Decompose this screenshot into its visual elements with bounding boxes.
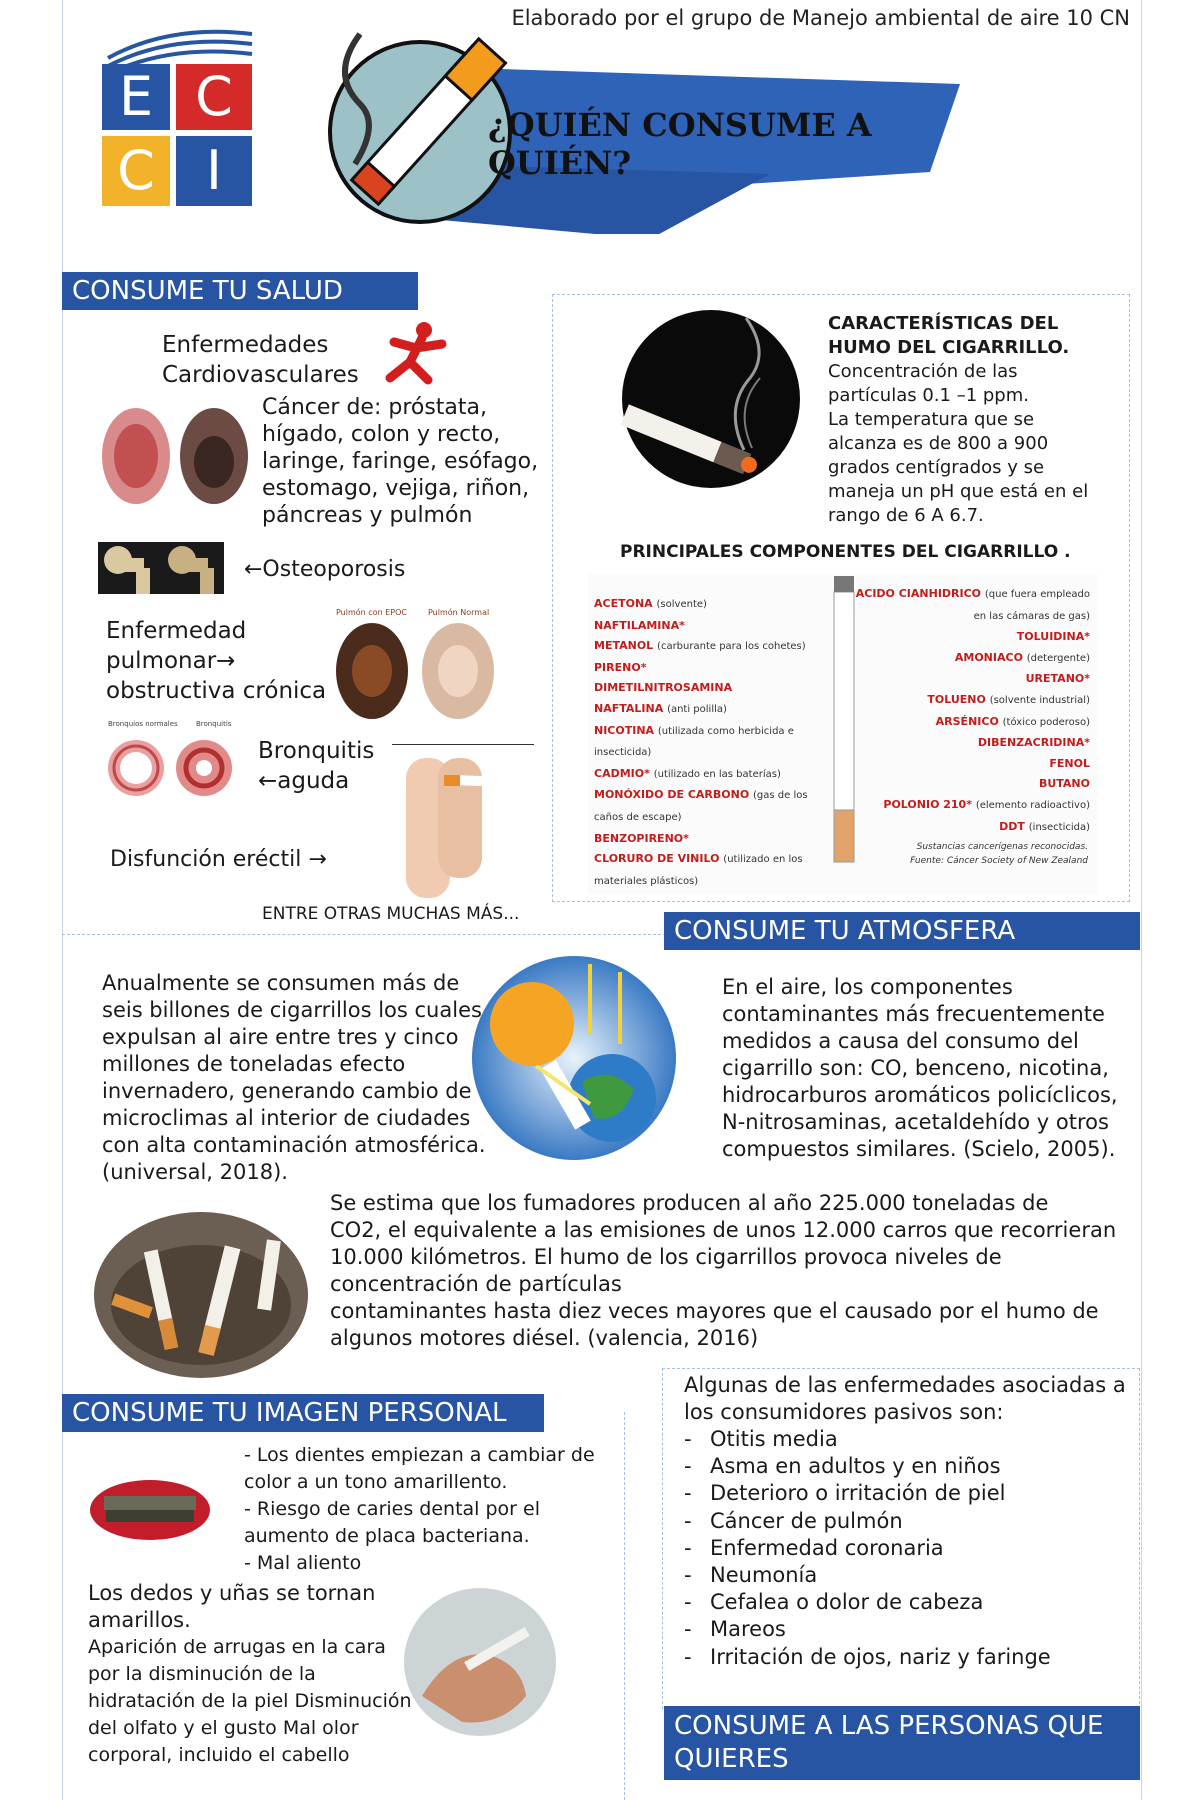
- component-name: BUTANO: [1038, 777, 1090, 791]
- component-list-right: [852, 584, 1090, 838]
- bronchi-normal-label: Bronquios normales: [108, 720, 178, 728]
- component-left-item: [594, 616, 838, 637]
- component-note: (carburante para los cohetes): [657, 641, 806, 653]
- component-name: ACIDO CIANHIDRICO: [855, 587, 982, 600]
- list-item: - Otitis media: [684, 1426, 1124, 1453]
- bone-illustration: [98, 542, 224, 594]
- cigarette-chart-icon: [824, 574, 864, 886]
- list-item: - Cefalea o dolor de cabeza: [684, 1589, 1124, 1616]
- ecci-logo: [100, 16, 260, 216]
- component-right-item: [852, 733, 1090, 754]
- epoc-lung-right-label: Pulmón Normal: [428, 608, 490, 617]
- list-item: - Neumonía: [684, 1562, 1124, 1589]
- component-name: ARSÉNICO: [935, 714, 999, 728]
- cancer-list-text: Cáncer de: próstata, hígado, colon y recto, laringe, faringe, esófago, estomago, vejiga, riñon, páncreas y pulmón: [262, 395, 539, 528]
- component-left-item: [594, 764, 838, 786]
- fingers-title: Los dedos y uñas se tornan amarillos.: [88, 1581, 376, 1632]
- component-right-item: [852, 627, 1090, 648]
- component-name: CLORURO DE VINILO: [594, 852, 720, 866]
- component-note: (solvente): [656, 599, 707, 610]
- bronquitis-label: Bronquitis ←aguda: [258, 738, 375, 794]
- component-right-item: [852, 669, 1090, 690]
- otras-label: ENTRE OTRAS MUCHAS MÁS...: [262, 904, 520, 924]
- component-note: (utilizado en las baterías): [653, 768, 781, 780]
- components-title: PRINCIPALES COMPONENTES DEL CIGARRILLO .: [620, 542, 1071, 562]
- section-title-salud: CONSUME TU SALUD: [62, 272, 418, 310]
- component-note: (anti polilla): [667, 703, 727, 715]
- component-right-item: [852, 690, 1090, 712]
- list-item: - Mareos: [684, 1616, 1124, 1643]
- component-left-item: [594, 785, 838, 828]
- component-name: NICOTINA: [594, 723, 655, 737]
- sun-earth-illustration: [470, 954, 678, 1162]
- component-right-item: [852, 754, 1090, 775]
- epoc-lung-left-label: Pulmón con EPOC: [336, 608, 407, 617]
- component-left-item: [594, 849, 838, 892]
- cigarette-smoke-photo: [620, 308, 802, 490]
- components-chart: [588, 574, 1098, 894]
- component-note: (detergente): [1026, 652, 1090, 664]
- component-name: DDT: [999, 819, 1025, 833]
- component-name: BENZOPIRENO*: [594, 831, 689, 845]
- bronchi-icon: [104, 728, 236, 802]
- credit-line: Elaborado por el grupo de Manejo ambiental de aire 10 CN: [511, 6, 1130, 30]
- component-note: (utilizado en los materiales plásticos): [594, 854, 803, 887]
- component-note: (insecticida): [1028, 821, 1090, 833]
- title-banner: [320, 14, 980, 234]
- component-name: TOLUENO: [927, 692, 986, 706]
- atmosfera-left-text: Anualmente se consumen más de seis billones de cigarrillos los cuales expulsan al aire entre tres y cinco millones de toneladas efecto invernadero, generando cambio de microclimas al interior de ciudades con alta contaminación atmosférica. (universal, 2018).: [102, 971, 486, 1184]
- list-item: - Enfermedad coronaria: [684, 1535, 1124, 1562]
- component-left-item: [594, 636, 838, 658]
- component-left-item: [594, 721, 838, 764]
- passive-intro: Algunas de las enfermedades asociadas a los consumidores pasivos son:: [684, 1373, 1126, 1424]
- cigarette-butts-photo: [92, 1210, 310, 1380]
- smoke-char-title: CARACTERÍSTICAS DEL HUMO DEL CIGARRILLO.: [828, 313, 1070, 358]
- component-name: PIRENO*: [594, 660, 647, 674]
- component-note: (utilizada como herbicida e insecticida): [594, 725, 794, 759]
- component-left-item: [594, 699, 838, 721]
- component-list-left: [594, 594, 838, 892]
- component-note: (que fuera empleado en las cámaras de gas): [973, 589, 1090, 622]
- component-left-item: [594, 658, 838, 679]
- atmosfera-divider: [62, 934, 666, 935]
- teeth-text: - Los dientes empiezan a cambiar de color a un tono amarillento. - Riesgo de caries dental por el aumento de placa bacteriana. - Mal aliento: [244, 1444, 595, 1574]
- bronchi-illustration: [104, 720, 236, 802]
- atmosfera-right-text: En el aire, los componentes contaminantes más frecuentemente medidos a causa del consumo del cigarrillo son: CO, benceno, nicotina, hidrocarburos aromáticos policíclicos, N-nitrosaminas, acetaldehído y otros compuestos similares. (Scielo, 2005).: [722, 975, 1118, 1161]
- drooping-cigarette-fingers: [384, 748, 524, 898]
- component-name: MONÓXIDO DE CARBONO: [594, 788, 750, 802]
- list-item: - Cáncer de pulmón: [684, 1508, 1124, 1535]
- heart-attack-figure-icon: [376, 318, 448, 388]
- logo-letter-c2: C: [102, 136, 170, 206]
- component-left-item: [594, 678, 838, 699]
- component-right-item: [852, 795, 1090, 817]
- smoking-hand-photo: [402, 1586, 558, 1738]
- component-name: CADMIO*: [594, 766, 650, 780]
- component-left-item: [594, 829, 838, 850]
- passive-disease-list: [684, 1426, 1124, 1671]
- bronchi-inflamed-label: Bronquitis: [196, 720, 232, 728]
- wrinkles-text: Aparición de arrugas en la cara por la disminución de la hidratación de la piel Disminución del olfato y el gusto Mal olor corporal, incluido el cabello: [88, 1636, 412, 1766]
- component-note: (tóxico poderoso): [1002, 716, 1090, 728]
- component-note: (gas de los caños de escape): [594, 790, 808, 823]
- section-title-atmosfera: CONSUME TU ATMOSFERA: [664, 912, 1140, 950]
- component-right-item: [852, 817, 1090, 839]
- epoc-label: Enfermedad pulmonar→ obstructiva crónica: [106, 618, 327, 704]
- banner-title: ¿QUIÉN CONSUME A QUIÉN?: [488, 106, 872, 182]
- osteoporosis-label: ←Osteoporosis: [244, 557, 406, 582]
- component-name: DIBENZACRIDINA*: [977, 736, 1090, 750]
- co2-text: Se estima que los fumadores producen al año 225.000 toneladas de CO2, el equivalente a las emisiones de unos 12.000 carros que recorrieran 10.000 kilómetros. El humo de los cigarrillos provoca niveles de concentración de partículas contaminantes hasta diez veces mayores que el causado por el humo de algunos motores diésel. (valencia, 2016): [330, 1191, 1117, 1350]
- list-item: - Deterioro o irritación de piel: [684, 1480, 1124, 1507]
- logo-letter-e: E: [102, 64, 170, 130]
- list-item: - Asma en adultos y en niños: [684, 1453, 1124, 1480]
- logo-letter-i: I: [176, 136, 252, 206]
- component-name: NAFTALINA: [594, 701, 664, 715]
- component-right-item: [852, 712, 1090, 734]
- component-name: DIMETILNITROSAMINA: [594, 681, 733, 695]
- cardio-label: Enfermedades Cardiovasculares: [162, 332, 359, 388]
- component-note: (solvente industrial): [989, 694, 1090, 706]
- component-right-item: [852, 648, 1090, 670]
- component-right-item: [852, 774, 1090, 795]
- component-name: METANOL: [594, 639, 654, 653]
- component-name: POLONIO 210*: [883, 797, 972, 811]
- epoc-lungs-photo: [332, 606, 500, 722]
- component-name: NAFTILAMINA*: [594, 618, 685, 632]
- smoke-char-body: Concentración de las partículas 0.1 –1 ppm. La temperatura que se alcanza es de 800 a 900 grados centígrados y se maneja un pH que está en el rango de 6 A 6.7.: [828, 361, 1089, 526]
- component-right-item: [852, 584, 1090, 627]
- component-note: (elemento radioactivo): [975, 799, 1090, 811]
- component-left-item: [594, 594, 838, 616]
- section-title-imagen: CONSUME TU IMAGEN PERSONAL: [62, 1394, 544, 1432]
- lungs-illustration: [98, 402, 252, 506]
- stained-teeth-photo: [82, 1450, 218, 1566]
- disfuncion-label: Disfunción eréctil →: [110, 847, 327, 872]
- components-source-2: Fuente: Cáncer Society of New Zealand: [910, 856, 1088, 866]
- list-item: - Irritación de ojos, nariz y faringe: [684, 1644, 1124, 1671]
- component-name: AMONIACO: [954, 650, 1023, 664]
- components-source-1: Sustancias cancerígenas reconocidas.: [916, 842, 1088, 852]
- epoc-lungs-icon: [332, 616, 500, 722]
- component-name: ACETONA: [594, 597, 653, 610]
- component-name: TOLUIDINA*: [1016, 630, 1090, 644]
- divider-line: [392, 744, 534, 745]
- section-title-personas: CONSUME A LAS PERSONAS QUE QUIERES: [664, 1706, 1140, 1780]
- component-name: URETANO*: [1025, 672, 1090, 686]
- component-name: FENOL: [1049, 756, 1090, 770]
- logo-letter-c: C: [176, 64, 252, 130]
